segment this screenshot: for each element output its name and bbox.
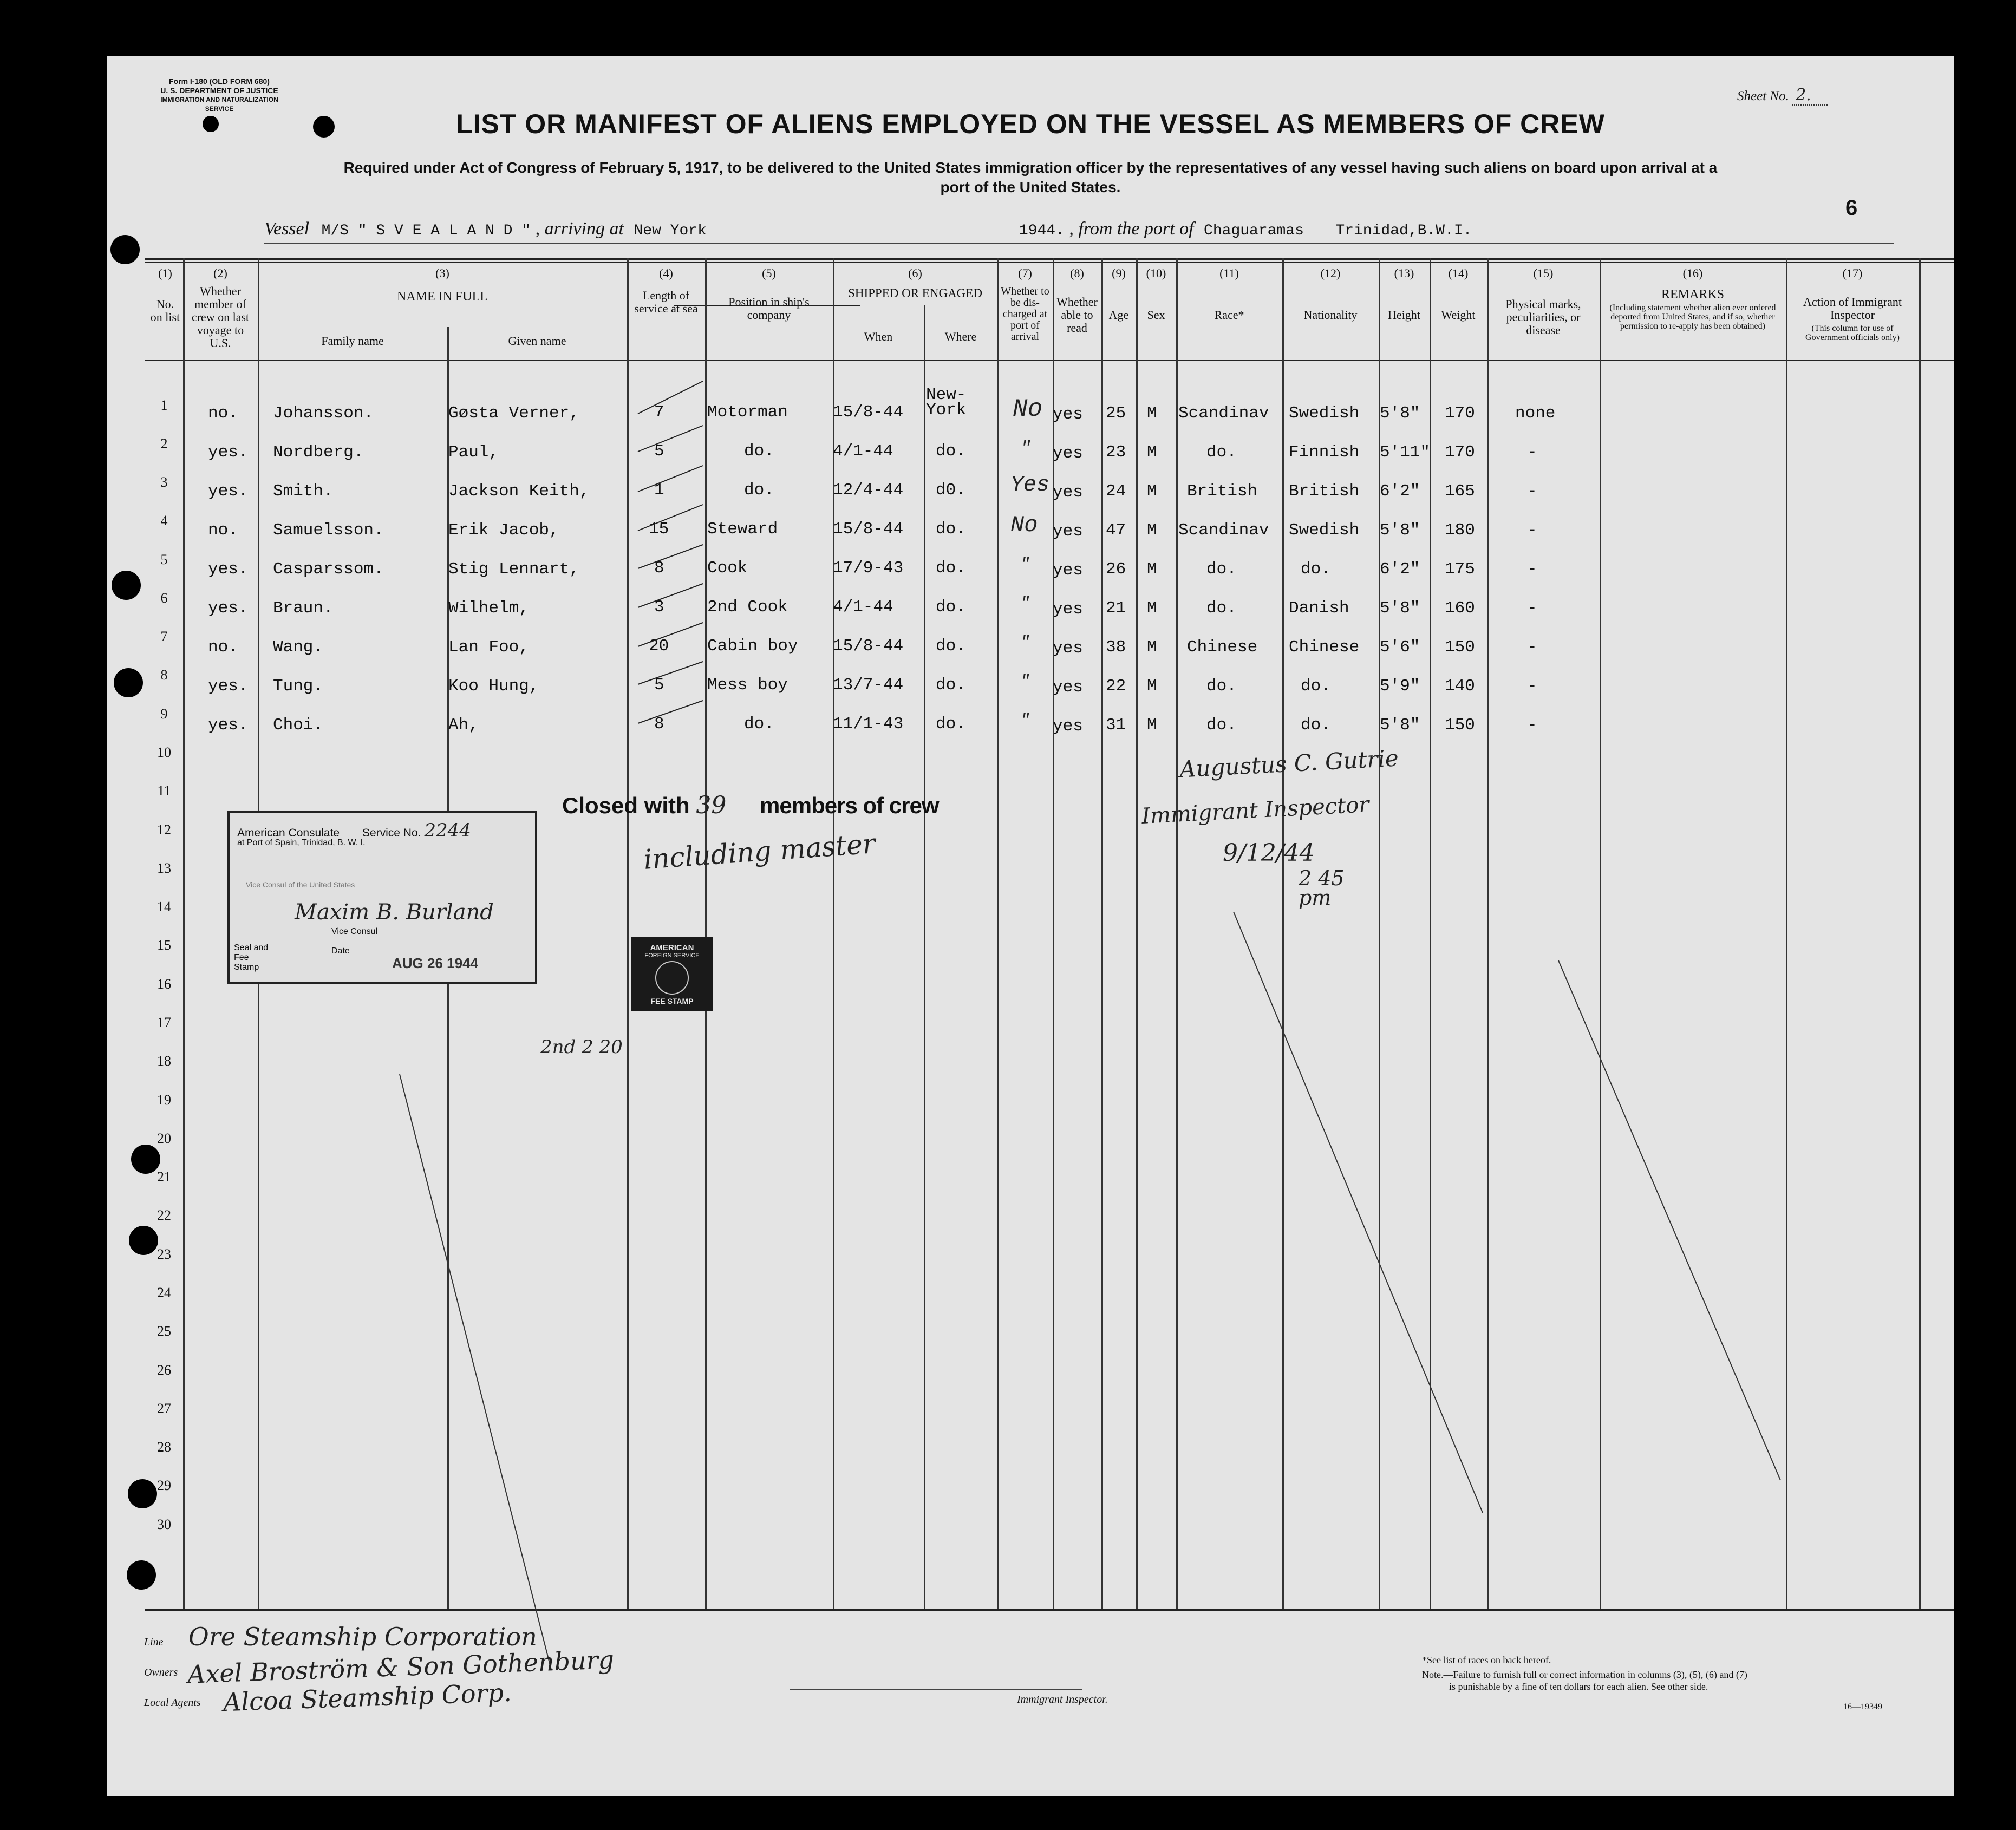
crew-given-name: Wilhelm, — [448, 599, 529, 618]
header-height: Height — [1388, 308, 1420, 322]
crew-discharge: " — [1020, 672, 1030, 691]
diagonal-stroke — [1234, 912, 1483, 1513]
stamp-signature: Maxim B. Burland — [295, 900, 494, 925]
col-num-3: (3) — [435, 266, 449, 280]
crew-service-length: 20 — [649, 637, 669, 656]
crew-family-name: Johansson. — [273, 404, 374, 423]
form-id-line1: Form I-180 (OLD FORM 680) — [169, 77, 270, 86]
crew-race: do. — [1206, 716, 1237, 735]
row-number: 25 — [157, 1323, 171, 1339]
crew-sex: M — [1147, 560, 1157, 579]
footnote-races: *See list of races on back hereof. — [1422, 1655, 1551, 1665]
crew-when: 15/8-44 — [833, 637, 904, 656]
col-num-14: (14) — [1448, 266, 1469, 280]
row-number: 7 — [160, 629, 168, 644]
crew-service-length: 8 — [654, 715, 664, 734]
col-num-5: (5) — [762, 266, 776, 280]
crew-physical-marks: - — [1527, 521, 1537, 540]
col-num-1: (1) — [158, 266, 172, 280]
crew-family-name: Nordberg. — [273, 443, 364, 462]
crew-race: British — [1187, 482, 1258, 501]
col-num-9: (9) — [1112, 266, 1126, 280]
crew-physical-marks: - — [1527, 716, 1537, 735]
crew-height: 5'11" — [1380, 443, 1431, 462]
col-num-15: (15) — [1533, 266, 1554, 280]
crew-sex: M — [1147, 404, 1157, 423]
crew-able-to-read: yes — [1053, 639, 1083, 658]
crew-discharge: " — [1020, 594, 1030, 613]
crew-nationality: Finnish — [1289, 443, 1360, 462]
crew-given-name: Lan Foo, — [448, 638, 529, 657]
footer-owners-label: Owners — [144, 1666, 178, 1678]
row-number: 16 — [157, 976, 171, 992]
footer-line-value: Ore Steamship Corporation — [188, 1622, 537, 1651]
crew-nationality: Swedish — [1289, 404, 1360, 423]
crew-age: 31 — [1106, 716, 1126, 735]
crew-height: 5'8" — [1380, 716, 1420, 735]
header-action: Action of Immigrant Inspector — [1803, 295, 1902, 322]
crew-nationality: do. — [1301, 560, 1331, 579]
crew-nationality: Danish — [1289, 599, 1349, 618]
header-position: Position in ship's company — [728, 295, 810, 322]
header-sex: Sex — [1147, 308, 1165, 322]
stamp-seal-label: Seal and Fee Stamp — [234, 943, 269, 972]
crew-height: 5'8" — [1380, 599, 1420, 618]
row-number: 22 — [157, 1207, 171, 1223]
crew-race: do. — [1206, 560, 1237, 579]
row-number: 8 — [160, 667, 168, 683]
page-number: 6 — [1845, 196, 1858, 220]
row-number: 18 — [157, 1053, 171, 1069]
crew-service-length: 15 — [649, 520, 669, 539]
crew-sex: M — [1147, 716, 1157, 735]
crew-given-name: Ah, — [448, 716, 479, 735]
crew-given-name: Gøsta Verner, — [448, 404, 579, 423]
row-number: 15 — [157, 937, 171, 953]
footnote-note-line1: Note.—Failure to furnish full or correct information in columns (3), (5), (6) and (7) — [1422, 1669, 1747, 1680]
crew-service-length: 5 — [654, 676, 664, 695]
fee-stamp-line3: FEE STAMP — [650, 997, 694, 1005]
crew-age: 47 — [1106, 521, 1126, 540]
fee-stamp-line2: FOREIGN SERVICE — [644, 952, 700, 959]
punch-hole — [203, 116, 219, 132]
crew-sex: M — [1147, 638, 1157, 657]
col-num-10: (10) — [1146, 266, 1166, 280]
inspector-title: Immigrant Inspector — [1141, 792, 1370, 829]
header-when: When — [864, 330, 893, 343]
crew-physical-marks: - — [1527, 599, 1537, 618]
header-length-of-service: Length of service at sea — [634, 289, 698, 315]
inspector-signature-line — [790, 1689, 1082, 1690]
cancellation-strokes — [107, 56, 1954, 1796]
punch-hole — [112, 571, 141, 600]
crew-when: 11/1-43 — [833, 715, 904, 734]
diagonal-stroke — [1558, 960, 1780, 1480]
crew-where: do. — [936, 559, 966, 578]
crew-height: 5'8" — [1380, 521, 1420, 540]
crew-where: do. — [936, 715, 966, 734]
row-number: 11 — [157, 783, 171, 799]
crew-height: 5'8" — [1380, 404, 1420, 423]
crew-age: 26 — [1106, 560, 1126, 579]
col-num-16: (16) — [1682, 266, 1703, 280]
crew-age: 38 — [1106, 638, 1126, 657]
sheet-number-value: 2. — [1792, 86, 1828, 106]
crew-where: do. — [936, 598, 966, 617]
header-weight: Weight — [1441, 308, 1476, 322]
crew-nationality: Swedish — [1289, 521, 1360, 540]
punch-hole — [129, 1226, 158, 1255]
crew-position: 2nd Cook — [707, 598, 788, 617]
crew-family-name: Casparssom. — [273, 560, 384, 579]
footnote-note-line2: is punishable by a fine of ten dollars for each alien. See other side. — [1449, 1681, 1708, 1692]
stamp-date-label: Date — [331, 946, 350, 956]
row-number: 10 — [157, 744, 171, 760]
crew-last-voyage: yes. — [208, 599, 249, 618]
header-able-to-read: Whether able to read — [1056, 295, 1098, 335]
crew-weight: 150 — [1445, 716, 1475, 735]
crew-given-name: Koo Hung, — [448, 677, 539, 696]
header-race: Race* — [1214, 308, 1244, 322]
col-num-2: (2) — [213, 266, 227, 280]
row-number: 28 — [157, 1439, 171, 1455]
row-number: 17 — [157, 1015, 171, 1030]
inspector-date: 9/12/44 — [1223, 839, 1315, 867]
crew-position: Cook — [707, 559, 748, 578]
col-num-8: (8) — [1070, 266, 1084, 280]
crew-sex: M — [1147, 482, 1157, 501]
punch-hole — [110, 235, 140, 264]
crew-race: Chinese — [1187, 638, 1258, 657]
crew-position: Cabin boy — [707, 637, 798, 656]
form-id-line2: U. S. DEPARTMENT OF JUSTICE — [160, 86, 278, 95]
subtitle-line1: Required under Act of Congress of February 5, 1917, to be delivered to the United States immigration officer by the representatives of any vessel having such aliens on board upon arrival at a — [343, 159, 1718, 176]
from-port: Chaguaramas — [1204, 223, 1304, 239]
crew-nationality: Chinese — [1289, 638, 1360, 657]
vessel-label: Vessel — [264, 219, 310, 239]
crew-able-to-read: yes — [1053, 483, 1083, 502]
crew-able-to-read: yes — [1053, 717, 1083, 736]
crew-height: 5'6" — [1380, 638, 1420, 657]
crew-position: Steward — [707, 520, 778, 539]
crew-where: do. — [936, 442, 966, 461]
crew-sex: M — [1147, 599, 1157, 618]
crew-given-name: Erik Jacob, — [448, 521, 559, 540]
stamp-date: AUG 26 1944 — [392, 955, 478, 971]
crew-position: Motorman — [707, 403, 788, 422]
row-number: 30 — [157, 1517, 171, 1532]
crew-when: 17/9-43 — [833, 559, 904, 578]
crew-nationality: do. — [1301, 716, 1331, 735]
punch-hole — [313, 116, 335, 138]
stamp-signer-title: Vice Consul — [331, 927, 378, 936]
sheet-number-label: Sheet No. — [1737, 89, 1789, 103]
row-number: 9 — [160, 706, 168, 722]
crew-physical-marks: none — [1515, 404, 1556, 423]
stamp-service-label: Service No. — [362, 827, 421, 839]
crew-when: 4/1-44 — [833, 598, 893, 617]
crew-race: do. — [1206, 677, 1237, 696]
crew-sex: M — [1147, 521, 1157, 540]
crew-physical-marks: - — [1527, 482, 1537, 501]
crew-family-name: Tung. — [273, 677, 324, 696]
header-physical-marks: Physical marks, peculiarities, or disease — [1505, 297, 1581, 337]
crew-able-to-read: yes — [1053, 444, 1083, 463]
row-number: 12 — [157, 822, 171, 838]
crew-age: 24 — [1106, 482, 1126, 501]
crew-where: do. — [936, 676, 966, 695]
header-name-in-full: NAME IN FULL — [397, 290, 488, 304]
row-number: 6 — [160, 590, 168, 606]
crew-family-name: Braun. — [273, 599, 334, 618]
crew-discharge: " — [1020, 633, 1030, 652]
crew-family-name: Smith. — [273, 482, 334, 501]
header-discharged: Whether to be dis-charged at port of arrival — [1001, 285, 1049, 343]
row-number: 13 — [157, 860, 171, 876]
crew-weight: 160 — [1445, 599, 1475, 618]
header-where: Where — [944, 330, 977, 343]
crew-when: 15/8-44 — [833, 520, 904, 539]
crew-race: Scandinav — [1178, 404, 1269, 423]
punch-hole — [128, 1479, 157, 1508]
form-title: LIST OR MANIFEST OF ALIENS EMPLOYED ON THE VESSEL AS MEMBERS OF CREW — [456, 109, 1605, 139]
crew-last-voyage: yes. — [208, 716, 249, 735]
crew-weight: 150 — [1445, 638, 1475, 657]
crew-service-length: 7 — [654, 403, 664, 422]
fee-stamp-line1: AMERICAN — [650, 943, 694, 952]
crew-able-to-read: yes — [1053, 522, 1083, 541]
crew-height: 6'2" — [1380, 482, 1420, 501]
crew-weight: 140 — [1445, 677, 1475, 696]
footer-agents-value: Alcoa Steamship Corp. — [223, 1677, 512, 1717]
header-nationality: Nationality — [1303, 308, 1358, 322]
crew-able-to-read: yes — [1053, 600, 1083, 619]
crew-last-voyage: yes. — [208, 677, 249, 696]
closing-printed-a: Closed with — [562, 793, 690, 818]
row-number: 27 — [157, 1401, 171, 1416]
crew-physical-marks: - — [1527, 638, 1537, 657]
crew-weight: 170 — [1445, 443, 1475, 462]
crew-service-length: 8 — [654, 559, 664, 578]
arriving-label: , arriving at — [535, 219, 624, 239]
crew-race: do. — [1206, 599, 1237, 618]
closing-printed-b: members of crew — [760, 793, 939, 818]
crew-discharge: Yes — [1010, 473, 1050, 498]
crew-age: 22 — [1106, 677, 1126, 696]
row-number: 3 — [160, 474, 168, 490]
crew-where: New-York — [926, 385, 967, 420]
crew-nationality: do. — [1301, 677, 1331, 696]
crew-weight: 175 — [1445, 560, 1475, 579]
crew-when: 15/8-44 — [833, 403, 904, 422]
crew-last-voyage: no. — [208, 521, 238, 540]
crew-physical-marks: - — [1527, 677, 1537, 696]
crew-age: 23 — [1106, 443, 1126, 462]
stamp-line2: at Port of Spain, Trinidad, B. W. I. — [237, 838, 366, 847]
header-given-name: Given name — [508, 334, 566, 348]
crew-position: Mess boy — [707, 676, 788, 695]
crew-when: 4/1-44 — [833, 442, 893, 461]
crew-where: d0. — [936, 481, 966, 500]
arrival-year: 1944. — [1019, 223, 1065, 239]
header-action-note: (This column for use of Government officials only) — [1805, 324, 1900, 342]
crew-discharge: " — [1020, 439, 1032, 459]
footer-code: 16—19349 — [1843, 1702, 1882, 1711]
crew-position: do. — [744, 442, 774, 461]
row-number: 19 — [157, 1092, 171, 1108]
footnote-note — [1422, 1669, 1747, 1692]
crew-weight: 170 — [1445, 404, 1475, 423]
row-number: 24 — [157, 1285, 171, 1300]
crew-discharge: No — [1010, 512, 1038, 538]
inspector-time: 2 45 pm — [1299, 866, 1345, 910]
punch-hole — [114, 668, 143, 697]
closing-members-count: 39 — [696, 792, 727, 819]
vessel-name: M/S " S V E A L A N D " — [321, 223, 531, 239]
row-number: 5 — [160, 552, 168, 567]
crew-service-length: 1 — [654, 481, 664, 500]
row-number: 2 — [160, 436, 168, 452]
footer-agents-label: Local Agents — [144, 1697, 201, 1709]
crew-family-name: Wang. — [273, 638, 324, 657]
crew-family-name: Choi. — [273, 716, 324, 735]
subtitle-line2: port of the United States. — [940, 179, 1121, 195]
header-shipped-or-engaged: SHIPPED OR ENGAGED — [848, 286, 982, 300]
crew-sex: M — [1147, 677, 1157, 696]
row-number: 21 — [157, 1169, 171, 1185]
col-num-12: (12) — [1320, 266, 1341, 280]
crew-where: do. — [936, 637, 966, 656]
crew-last-voyage: yes. — [208, 560, 249, 579]
crew-last-voyage: yes. — [208, 443, 249, 462]
crew-age: 25 — [1106, 404, 1126, 423]
crew-position: do. — [744, 715, 774, 734]
col-num-4: (4) — [659, 266, 673, 280]
crew-race: do. — [1206, 443, 1237, 462]
col-num-7: (7) — [1018, 266, 1032, 280]
crew-able-to-read: yes — [1053, 561, 1083, 580]
from-port-place: Trinidad,B.W.I. — [1335, 223, 1472, 239]
crew-position: do. — [744, 481, 774, 500]
handwritten-note: 2nd 2 20 — [540, 1036, 623, 1058]
crew-discharge: No — [1013, 395, 1043, 423]
stamp-line1: American Consulate — [237, 827, 340, 839]
arriving-port: New York — [634, 223, 707, 239]
header-no-on-list: No. on list — [150, 297, 180, 324]
crew-height: 6'2" — [1380, 560, 1420, 579]
crew-weight: 180 — [1445, 521, 1475, 540]
crew-last-voyage: no. — [208, 638, 238, 657]
crew-last-voyage: yes. — [208, 482, 249, 501]
crew-able-to-read: yes — [1053, 678, 1083, 697]
row-number: 20 — [157, 1130, 171, 1146]
crew-sex: M — [1147, 443, 1157, 462]
header-age: Age — [1108, 308, 1129, 322]
crew-discharge: " — [1020, 555, 1030, 574]
col-num-11: (11) — [1219, 266, 1239, 280]
row-number: 29 — [157, 1478, 171, 1493]
footer-line-label: Line — [144, 1636, 164, 1648]
crew-given-name: Paul, — [448, 443, 499, 462]
crew-weight: 165 — [1445, 482, 1475, 501]
crew-physical-marks: - — [1527, 443, 1537, 462]
crew-last-voyage: no. — [208, 404, 238, 423]
closing-handwritten: including master — [642, 828, 877, 875]
crew-physical-marks: - — [1527, 560, 1537, 579]
crew-age: 21 — [1106, 599, 1126, 618]
from-port-label: , from the port of — [1069, 219, 1194, 239]
header-remarks: REMARKS — [1661, 287, 1725, 302]
header-remarks-note: (Including statement whether alien ever ordered deported from United States, and if so, whether permission to re-apply has been obtained) — [1609, 303, 1776, 331]
footer-owners-value: Axel Broström & Son Gothenburg — [187, 1645, 615, 1689]
header-crew-last-voyage: Whether member of crew on last voyage to U.S. — [191, 284, 250, 350]
crew-service-length: 5 — [654, 442, 664, 461]
crew-service-length: 3 — [654, 598, 664, 617]
header-family-name: Family name — [321, 334, 384, 348]
form-id-line3: IMMIGRATION AND NATURALIZATION SERVICE — [160, 96, 278, 113]
punch-hole — [127, 1560, 156, 1590]
crew-nationality: British — [1289, 482, 1360, 501]
row-number: 14 — [157, 899, 171, 914]
col-num-17: (17) — [1842, 266, 1863, 280]
stamp-service-no: 2244 — [424, 820, 471, 841]
punch-hole — [131, 1145, 160, 1174]
manifest-sheet — [107, 56, 1954, 1796]
col-num-6: (6) — [908, 266, 922, 280]
crew-when: 12/4-44 — [833, 481, 904, 500]
stamp-line3: Vice Consul of the United States — [246, 880, 355, 889]
crew-discharge: " — [1020, 711, 1030, 730]
footer-inspector-label: Immigrant Inspector. — [1017, 1694, 1108, 1705]
crew-where: do. — [936, 520, 966, 539]
crew-family-name: Samuelsson. — [273, 521, 384, 540]
crew-able-to-read: yes — [1053, 405, 1083, 424]
row-number: 26 — [157, 1362, 171, 1378]
inspector-signature: Augustus C. Gutrie — [1178, 744, 1399, 783]
crew-given-name: Stig Lennart, — [448, 560, 579, 579]
diagonal-stroke — [400, 1074, 551, 1670]
row-number: 4 — [160, 513, 168, 528]
crew-when: 13/7-44 — [833, 676, 904, 695]
crew-given-name: Jackson Keith, — [448, 482, 590, 501]
crew-race: Scandinav — [1178, 521, 1269, 540]
row-number: 1 — [160, 397, 168, 413]
col-num-13: (13) — [1394, 266, 1414, 280]
crew-height: 5'9" — [1380, 677, 1420, 696]
row-number: 23 — [157, 1246, 171, 1262]
